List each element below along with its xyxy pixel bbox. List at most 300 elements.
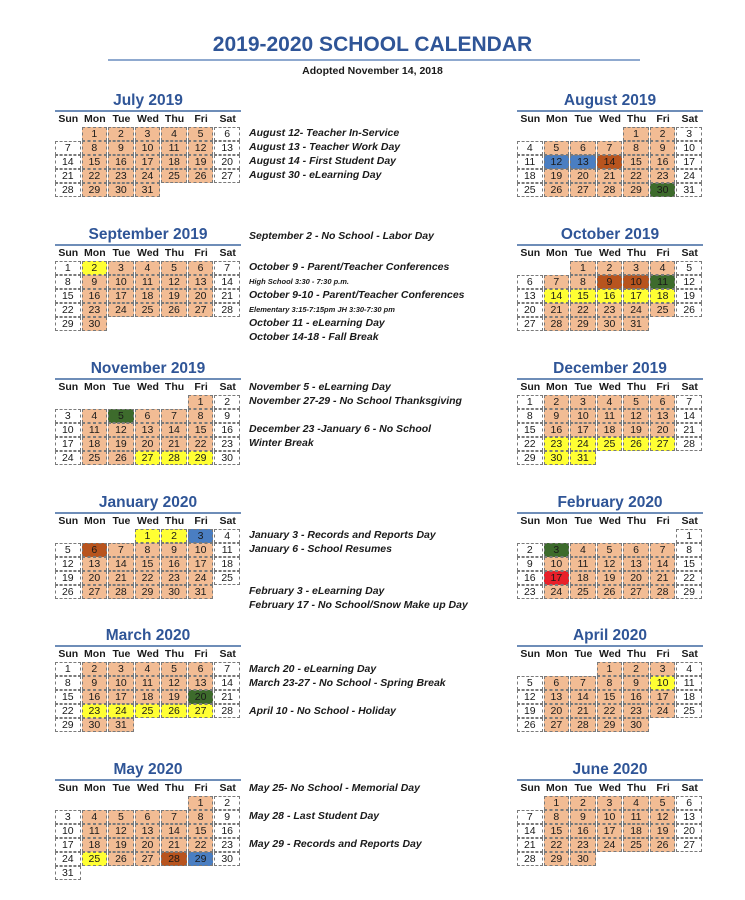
- day-cell: 15: [55, 289, 81, 303]
- empty-day-cell: [544, 261, 570, 275]
- day-cell: 10: [623, 275, 649, 289]
- weekday-label: Sun: [520, 381, 541, 393]
- day-cell: 2: [570, 796, 596, 810]
- weekday-label: Sat: [681, 648, 698, 660]
- weekday-label: Tue: [112, 381, 131, 393]
- weekday-label: Wed: [598, 648, 621, 660]
- note-item: March 23-27 - No School - Spring Break: [249, 677, 446, 689]
- empty-day-cell: [135, 796, 161, 810]
- day-cell: 18: [570, 571, 596, 585]
- note-item: January 3 - Records and Reports Day: [249, 529, 436, 541]
- weekday-label: Sat: [219, 782, 236, 794]
- empty-day-cell: [623, 529, 649, 543]
- day-grid: [55, 261, 241, 331]
- weekday-label: Mon: [84, 648, 106, 660]
- day-cell: 1: [570, 261, 596, 275]
- day-cell: 7: [597, 141, 623, 155]
- day-cell: 21: [161, 838, 187, 852]
- day-cell: 31: [135, 183, 161, 197]
- day-cell: 9: [597, 275, 623, 289]
- day-cell: 21: [676, 423, 702, 437]
- day-cell: 12: [55, 557, 81, 571]
- day-cell: 25: [597, 437, 623, 451]
- weekday-label: Sun: [520, 782, 541, 794]
- month-december-2019: [517, 361, 703, 465]
- day-cell: 8: [55, 275, 81, 289]
- day-cell: 18: [161, 155, 187, 169]
- day-cell: 11: [135, 676, 161, 690]
- day-cell: 6: [517, 275, 543, 289]
- day-cell: 28: [517, 852, 543, 866]
- day-cell: 5: [55, 543, 81, 557]
- day-cell: 5: [597, 543, 623, 557]
- empty-day-cell: [517, 662, 543, 676]
- day-cell: 20: [214, 155, 240, 169]
- month-september-2019: [55, 227, 241, 331]
- day-cell: 24: [570, 437, 596, 451]
- day-cell: 28: [544, 317, 570, 331]
- day-cell: 5: [517, 676, 543, 690]
- day-cell: 21: [544, 303, 570, 317]
- day-cell: 12: [623, 409, 649, 423]
- weekday-label: Thu: [164, 247, 185, 259]
- weekday-label: Fri: [194, 782, 208, 794]
- weekday-label: Fri: [656, 247, 670, 259]
- weekday-header: [517, 781, 703, 796]
- day-cell: 2: [623, 662, 649, 676]
- weekday-label: Thu: [626, 247, 647, 259]
- day-cell: 23: [82, 704, 108, 718]
- weekday-label: Thu: [164, 782, 185, 794]
- day-grid: [517, 662, 703, 732]
- empty-day-cell: [108, 395, 134, 409]
- day-cell: 30: [82, 718, 108, 732]
- day-cell: 24: [135, 169, 161, 183]
- day-cell: 11: [623, 810, 649, 824]
- day-grid: [517, 395, 703, 465]
- day-cell: 11: [214, 543, 240, 557]
- day-cell: 28: [676, 437, 702, 451]
- day-cell: 24: [108, 704, 134, 718]
- month-june-2020: [517, 762, 703, 866]
- day-cell: 3: [55, 409, 81, 423]
- day-cell: 22: [623, 169, 649, 183]
- weekday-label: Mon: [546, 648, 568, 660]
- day-cell: 26: [108, 852, 134, 866]
- day-cell: 14: [214, 676, 240, 690]
- weekday-label: Thu: [626, 515, 647, 527]
- day-cell: 23: [214, 838, 240, 852]
- weekday-label: Wed: [598, 381, 621, 393]
- day-cell: 23: [214, 437, 240, 451]
- day-cell: 16: [544, 423, 570, 437]
- day-cell: 31: [108, 718, 134, 732]
- day-cell: 4: [650, 261, 676, 275]
- day-cell: 31: [188, 585, 214, 599]
- day-cell: 11: [82, 423, 108, 437]
- day-cell: 22: [188, 437, 214, 451]
- month-october-2019: [517, 227, 703, 331]
- weekday-header: [55, 647, 241, 662]
- weekday-label: Sun: [520, 515, 541, 527]
- day-cell: 5: [161, 261, 187, 275]
- day-cell: 6: [676, 796, 702, 810]
- day-cell: 30: [161, 585, 187, 599]
- day-cell: 29: [55, 718, 81, 732]
- weekday-label: Wed: [598, 247, 621, 259]
- day-cell: 4: [597, 395, 623, 409]
- month-march-2020: [55, 628, 241, 732]
- day-cell: 9: [214, 810, 240, 824]
- day-cell: 13: [650, 409, 676, 423]
- day-cell: 23: [570, 838, 596, 852]
- weekday-header: [517, 514, 703, 529]
- day-cell: 27: [544, 718, 570, 732]
- day-cell: 5: [544, 141, 570, 155]
- day-cell: 22: [597, 704, 623, 718]
- day-cell: 15: [188, 423, 214, 437]
- day-cell: 13: [676, 810, 702, 824]
- day-cell: 15: [570, 289, 596, 303]
- day-cell: 17: [55, 838, 81, 852]
- weekday-label: Mon: [84, 515, 106, 527]
- note-item: Winter Break: [249, 437, 314, 449]
- day-cell: 4: [82, 409, 108, 423]
- day-cell: 17: [597, 824, 623, 838]
- day-cell: 20: [650, 423, 676, 437]
- day-cell: 4: [135, 261, 161, 275]
- day-cell: 13: [188, 676, 214, 690]
- day-cell: 21: [108, 571, 134, 585]
- note-item: May 28 - Last Student Day: [249, 810, 380, 822]
- day-cell: 13: [82, 557, 108, 571]
- month-title: August 2019: [563, 92, 657, 109]
- weekday-label: Mon: [546, 782, 568, 794]
- day-cell: 29: [188, 451, 214, 465]
- month-january-2020: [55, 495, 241, 599]
- day-cell: 19: [161, 690, 187, 704]
- month-title: June 2020: [572, 761, 648, 778]
- weekday-label: Wed: [136, 381, 159, 393]
- day-cell: 19: [161, 289, 187, 303]
- day-cell: 2: [597, 261, 623, 275]
- month-title: May 2020: [113, 761, 183, 778]
- weekday-header: [517, 246, 703, 261]
- day-cell: 1: [82, 127, 108, 141]
- day-cell: 9: [161, 543, 187, 557]
- empty-day-cell: [82, 529, 108, 543]
- note-item: May 29 - Records and Reports Day: [249, 838, 422, 850]
- day-cell: 4: [82, 810, 108, 824]
- day-cell: 3: [135, 127, 161, 141]
- day-cell: 8: [135, 543, 161, 557]
- day-cell: 1: [623, 127, 649, 141]
- day-cell: 20: [544, 704, 570, 718]
- weekday-label: Tue: [574, 247, 593, 259]
- weekday-label: Thu: [626, 381, 647, 393]
- day-cell: 21: [55, 169, 81, 183]
- weekday-label: Sun: [520, 113, 541, 125]
- weekday-header: [55, 246, 241, 261]
- day-cell: 23: [623, 704, 649, 718]
- day-cell: 26: [650, 838, 676, 852]
- day-grid: [55, 127, 241, 197]
- day-cell: 16: [650, 155, 676, 169]
- empty-day-cell: [570, 662, 596, 676]
- day-cell: 1: [135, 529, 161, 543]
- day-cell: 17: [676, 155, 702, 169]
- weekday-label: Sat: [681, 113, 698, 125]
- day-cell: 26: [517, 718, 543, 732]
- day-cell: 20: [570, 169, 596, 183]
- day-cell: 23: [597, 303, 623, 317]
- day-cell: 30: [82, 317, 108, 331]
- day-cell: 9: [517, 557, 543, 571]
- day-cell: 21: [214, 289, 240, 303]
- day-cell: 15: [676, 557, 702, 571]
- day-cell: 12: [108, 824, 134, 838]
- day-cell: 8: [676, 543, 702, 557]
- day-cell: 4: [214, 529, 240, 543]
- day-cell: 27: [623, 585, 649, 599]
- weekday-label: Wed: [136, 515, 159, 527]
- day-cell: 16: [161, 557, 187, 571]
- weekday-label: Fri: [656, 648, 670, 660]
- weekday-label: Wed: [136, 782, 159, 794]
- day-cell: 3: [597, 796, 623, 810]
- day-cell: 6: [570, 141, 596, 155]
- weekday-label: Fri: [656, 381, 670, 393]
- day-cell: 26: [544, 183, 570, 197]
- day-cell: 27: [188, 704, 214, 718]
- note-item: December 23 -January 6 - No School: [249, 423, 432, 435]
- day-cell: 8: [623, 141, 649, 155]
- day-cell: 22: [55, 704, 81, 718]
- day-cell: 11: [161, 141, 187, 155]
- day-cell: 24: [544, 585, 570, 599]
- day-cell: 19: [597, 571, 623, 585]
- day-cell: 5: [676, 261, 702, 275]
- day-cell: 13: [135, 423, 161, 437]
- weekday-label: Sat: [681, 381, 698, 393]
- weekday-header: [517, 647, 703, 662]
- weekday-label: Mon: [84, 113, 106, 125]
- day-cell: 23: [82, 303, 108, 317]
- day-cell: 26: [623, 437, 649, 451]
- day-cell: 27: [214, 169, 240, 183]
- day-cell: 13: [544, 690, 570, 704]
- weekday-label: Fri: [194, 648, 208, 660]
- day-cell: 24: [55, 451, 81, 465]
- weekday-label: Mon: [546, 247, 568, 259]
- day-cell: 7: [650, 543, 676, 557]
- weekday-label: Tue: [574, 782, 593, 794]
- weekday-label: Wed: [598, 515, 621, 527]
- day-cell: 1: [597, 662, 623, 676]
- day-grid: [55, 529, 241, 599]
- day-cell: 19: [676, 289, 702, 303]
- weekday-label: Fri: [194, 381, 208, 393]
- weekday-header: [55, 781, 241, 796]
- day-cell: 4: [517, 141, 543, 155]
- day-cell: 18: [517, 169, 543, 183]
- day-grid: [517, 127, 703, 197]
- day-cell: 1: [55, 261, 81, 275]
- day-cell: 8: [570, 275, 596, 289]
- weekday-label: Thu: [164, 648, 185, 660]
- day-cell: 6: [82, 543, 108, 557]
- day-cell: 12: [650, 810, 676, 824]
- day-cell: 14: [597, 155, 623, 169]
- day-cell: 6: [135, 409, 161, 423]
- weekday-header: [517, 112, 703, 127]
- day-cell: 11: [676, 676, 702, 690]
- day-cell: 10: [55, 824, 81, 838]
- empty-day-cell: [650, 529, 676, 543]
- day-cell: 4: [623, 796, 649, 810]
- note-item: August 14 - First Student Day: [249, 155, 397, 167]
- weekday-label: Wed: [136, 648, 159, 660]
- empty-day-cell: [135, 395, 161, 409]
- month-february-2020: [517, 495, 703, 599]
- weekday-label: Sat: [219, 247, 236, 259]
- day-cell: 26: [161, 303, 187, 317]
- day-cell: 8: [517, 409, 543, 423]
- weekday-label: Wed: [598, 113, 621, 125]
- weekday-label: Thu: [164, 113, 185, 125]
- weekday-label: Sun: [58, 515, 79, 527]
- note-item: October 14-18 - Fall Break: [249, 331, 379, 343]
- weekday-label: Thu: [626, 782, 647, 794]
- note-item: February 3 - eLearning Day: [249, 585, 385, 597]
- day-cell: 24: [676, 169, 702, 183]
- day-cell: 22: [676, 571, 702, 585]
- day-cell: 29: [623, 183, 649, 197]
- day-cell: 10: [135, 141, 161, 155]
- note-item: April 10 - No School - Holiday: [249, 705, 397, 717]
- day-cell: 25: [623, 838, 649, 852]
- day-cell: 29: [135, 585, 161, 599]
- day-cell: 19: [108, 838, 134, 852]
- day-cell: 13: [214, 141, 240, 155]
- day-cell: 28: [597, 183, 623, 197]
- weekday-label: Tue: [112, 113, 131, 125]
- day-cell: 24: [597, 838, 623, 852]
- day-cell: 29: [82, 183, 108, 197]
- day-grid: [55, 662, 241, 732]
- day-cell: 31: [676, 183, 702, 197]
- empty-day-cell: [544, 127, 570, 141]
- weekday-header: [517, 380, 703, 395]
- month-november-2019: [55, 361, 241, 465]
- day-cell: 6: [650, 395, 676, 409]
- day-cell: 7: [517, 810, 543, 824]
- day-cell: 14: [108, 557, 134, 571]
- note-item: August 30 - eLearning Day: [249, 169, 382, 181]
- day-cell: 23: [544, 437, 570, 451]
- weekday-label: Wed: [136, 113, 159, 125]
- day-cell: 20: [82, 571, 108, 585]
- day-cell: 11: [82, 824, 108, 838]
- day-cell: 25: [161, 169, 187, 183]
- day-cell: 8: [55, 676, 81, 690]
- day-cell: 15: [55, 690, 81, 704]
- day-cell: 3: [55, 810, 81, 824]
- day-cell: 28: [570, 718, 596, 732]
- empty-day-cell: [544, 529, 570, 543]
- month-august-2019: [517, 93, 703, 197]
- day-cell: 28: [214, 303, 240, 317]
- day-cell: 6: [188, 261, 214, 275]
- day-cell: 18: [676, 690, 702, 704]
- day-cell: 5: [650, 796, 676, 810]
- day-cell: 7: [161, 409, 187, 423]
- day-cell: 25: [214, 571, 240, 585]
- day-cell: 15: [544, 824, 570, 838]
- day-cell: 9: [544, 409, 570, 423]
- month-title: April 2020: [572, 627, 648, 644]
- day-cell: 21: [570, 704, 596, 718]
- day-cell: 2: [650, 127, 676, 141]
- day-cell: 27: [676, 838, 702, 852]
- empty-day-cell: [55, 127, 81, 141]
- day-cell: 7: [161, 810, 187, 824]
- month-title: March 2020: [105, 627, 191, 644]
- weekday-label: Thu: [626, 648, 647, 660]
- note-item: January 6 - School Resumes: [249, 543, 392, 555]
- day-cell: 4: [676, 662, 702, 676]
- day-cell: 30: [570, 852, 596, 866]
- day-cell: 21: [161, 437, 187, 451]
- day-cell: 3: [650, 662, 676, 676]
- day-cell: 7: [676, 395, 702, 409]
- day-cell: 18: [214, 557, 240, 571]
- day-cell: 18: [135, 289, 161, 303]
- note-item: November 5 - eLearning Day: [249, 381, 391, 393]
- weekday-label: Sat: [219, 515, 236, 527]
- adopted-date: Adopted November 14, 2018: [302, 65, 443, 77]
- day-cell: 25: [135, 303, 161, 317]
- day-cell: 26: [597, 585, 623, 599]
- weekday-label: Tue: [574, 381, 593, 393]
- day-cell: 30: [597, 317, 623, 331]
- day-cell: 2: [82, 662, 108, 676]
- day-cell: 26: [55, 585, 81, 599]
- day-cell: 14: [650, 557, 676, 571]
- weekday-label: Mon: [546, 113, 568, 125]
- day-cell: 6: [214, 127, 240, 141]
- day-cell: 9: [82, 275, 108, 289]
- weekday-label: Wed: [598, 782, 621, 794]
- day-cell: 16: [214, 423, 240, 437]
- day-cell: 17: [55, 437, 81, 451]
- day-cell: 2: [214, 395, 240, 409]
- day-cell: 17: [570, 423, 596, 437]
- day-cell: 26: [188, 169, 214, 183]
- weekday-label: Sun: [58, 782, 79, 794]
- day-cell: 18: [597, 423, 623, 437]
- day-cell: 3: [544, 543, 570, 557]
- weekday-label: Tue: [574, 515, 593, 527]
- day-cell: 22: [55, 303, 81, 317]
- day-cell: 21: [517, 838, 543, 852]
- day-cell: 10: [108, 676, 134, 690]
- day-cell: 12: [544, 155, 570, 169]
- day-cell: 8: [188, 810, 214, 824]
- page-title: 2019-2020 SCHOOL CALENDAR: [212, 33, 533, 56]
- day-cell: 13: [135, 824, 161, 838]
- day-cell: 26: [161, 704, 187, 718]
